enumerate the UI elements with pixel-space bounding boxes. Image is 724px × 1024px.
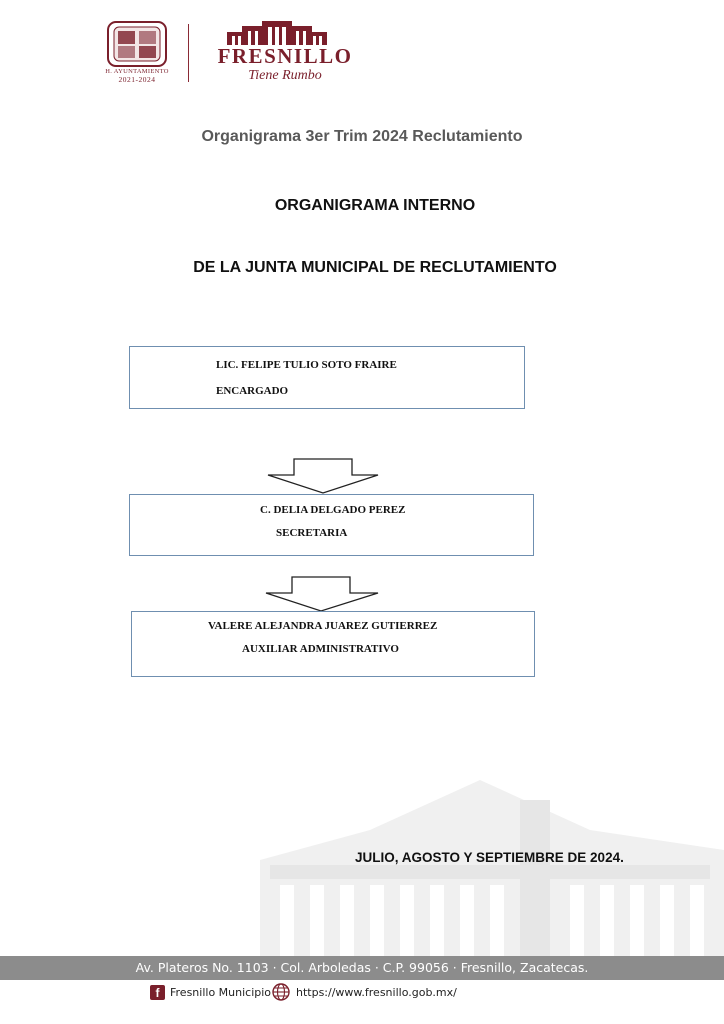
seal-label-line2: 2021-2024 [118,75,156,84]
building-watermark-icon [250,770,724,960]
org-role: AUXILIAR ADMINISTRATIVO [242,643,399,655]
seal-label-line1: H. AYUNTAMIENTO [105,68,169,75]
document-title: Organigrama 3er Trim 2024 Reclutamiento [201,128,523,145]
org-role: ENCARGADO [216,385,289,397]
down-arrow-icon [266,458,380,494]
org-box-secretaria [129,494,534,556]
period-text: JULIO, AGOSTO Y SEPTIEMBRE DE 2024. [355,850,624,865]
heading-organigrama: ORGANIGRAMA INTERNO [274,197,476,214]
facebook-icon: f [150,985,165,1000]
fresnillo-building-icon [222,18,332,46]
org-box-encargado [129,346,525,409]
org-box-auxiliar [131,611,535,677]
org-name: LIC. FELIPE TULIO SOTO FRAIRE [216,359,397,371]
brand-tagline: Tiene Rumbo [248,68,322,83]
address-text: Av. Plateros No. 1103 · Col. Arboledas · C.P. 99056 · Fresnillo, Zacatecas. [135,960,589,975]
org-name: C. DELIA DELGADO PEREZ [260,504,406,516]
org-name: VALERE ALEJANDRA JUAREZ GUTIERREZ [208,620,438,632]
header-divider [188,24,189,82]
website-link[interactable]: https://www.fresnillo.gob.mx/ [296,986,457,999]
globe-icon [272,983,290,1001]
facebook-label: Fresnillo Municipio [170,986,272,999]
brand-name: FRESNILLO [217,44,353,68]
ayuntamiento-seal-icon [104,20,170,70]
heading-junta: DE LA JUNTA MUNICIPAL DE RECLUTAMIENTO [193,259,557,276]
down-arrow-icon [264,576,380,612]
org-role: SECRETARIA [276,527,348,539]
